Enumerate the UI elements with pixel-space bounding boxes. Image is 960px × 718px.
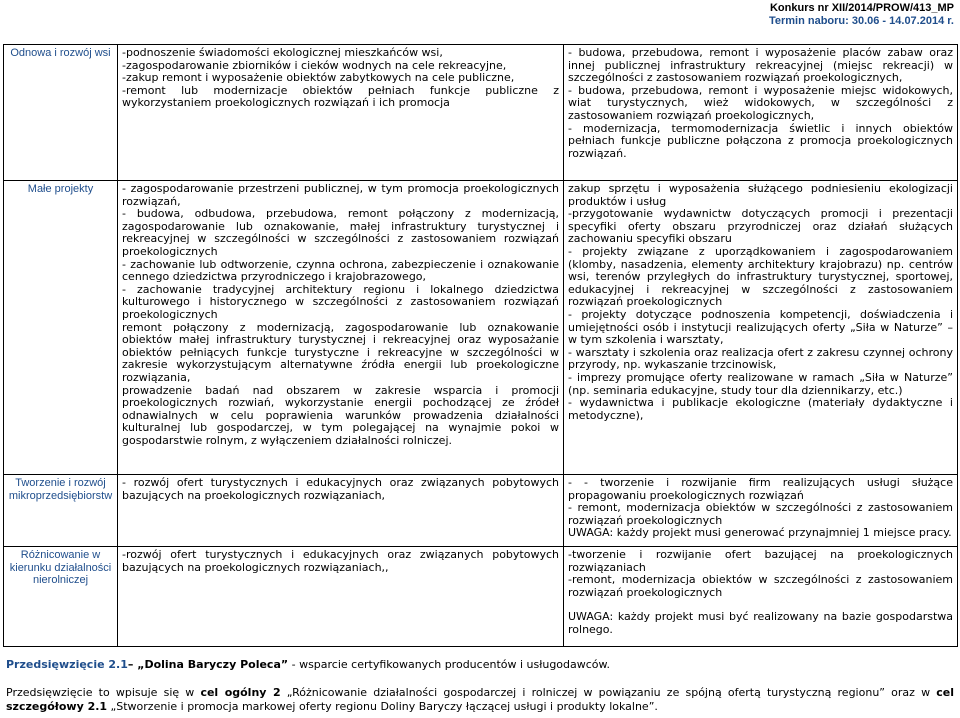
general-objective-text: „Różnicowanie działalności gospodarczej i rolniczej w powiązaniu ze spójną ofertą turystyczną regionu” oraz w xyxy=(280,686,937,699)
list-item: - warsztaty i szkolenia oraz realizacja ofert z zakresu czynnej ochrony przyrody, np. wykaszanie trzcinowisk, xyxy=(568,345,953,372)
category-cell xyxy=(4,181,118,475)
list-item: - budowa, przebudowa, remont i wyposażenie miejsc widokowych, wiat turystycznych, wież widokowych, w szczególności z zastosowaniem rozwiązań proekologicznych, xyxy=(568,83,953,122)
category-cell xyxy=(4,475,118,547)
category-label: Małe projekty xyxy=(27,183,94,195)
list-item: -tworzenie i rozwijanie ofert bazującej na proekologicznych rozwiązaniach xyxy=(568,548,953,574)
examples-cell xyxy=(564,547,958,647)
category-label: Tworzenie i rozwój mikroprzedsiębiorstw xyxy=(8,477,113,502)
application-period: Termin naboru: 30.06 - 14.07.2014 r. xyxy=(768,15,954,27)
undertaking-label: Przedsięwzięcie 2.1 xyxy=(6,658,128,671)
category-label: Odnowa i rozwój wsi xyxy=(10,47,111,59)
category-label: Różnicowanie w kierunku działalności nierolniczej xyxy=(9,549,112,587)
list-item: - projekty związane z uporządkowaniem i zagospodarowaniem (klomby, nasadzenia, elementy architektury krajobrazu) np. centrów wsi, terenów przyległych do infrastruktury turystycznej, sportowej, edukacyjnej i rekreacyjnej w szczególności z zastosowaniem rozwiązań proekologicznych xyxy=(568,244,953,309)
objective-intro: Przedsięwzięcie to wpisuje się w xyxy=(6,686,201,699)
operations-cell xyxy=(118,475,564,547)
list-item: - remont, modernizacja obiektów w szczególności z zastosowaniem rozwiązań proekologicznych xyxy=(568,501,953,527)
list-item: -podnoszenie świadomości ekologicznej mieszkańców wsi, xyxy=(122,46,443,59)
general-objective-label: cel ogólny 2 xyxy=(200,686,281,699)
list-item: -zakup remont i wyposażenie obiektów zabytkowych na cele publiczne, xyxy=(122,71,515,85)
contest-number: Konkurs nr XII/2014/PROW/413_MP xyxy=(769,2,954,14)
examples-cell xyxy=(564,181,958,475)
document-header xyxy=(769,2,954,28)
list-item: - zachowanie lub odtworzenie, czynna ochrona, zabezpieczenie i oznakowanie cennego dziedzictwa przyrodniczego i krajobrazowego, xyxy=(122,257,559,284)
list-item: - budowa, odbudowa, przebudowa, remont połączony z modernizacją, zagospodarowanie lub oznakowanie, małej infrastruktury turystycznej i rekreacyjnej w szczególności w szczególności z zastosowaniem rozwiązań proekologicznych xyxy=(122,207,559,258)
list-item: - modernizacja, termomodernizacja świetlic i innych obiektów pełniach funkcje publiczne połączona z promocja proekologicznych rozwiązań. xyxy=(568,121,953,160)
list-item: -przygotowanie wydawnictw dotyczących promocji i prezentacji specyfiki oferty obszaru przyrodniczej oraz działań służących zachowaniu specyfiki obszaru xyxy=(568,207,953,246)
category-cell xyxy=(4,547,118,647)
specific-objective-text: „Stworzenie i promocja markowej oferty regionu Doliny Baryczy łączącej usługi i produkty lokalne”. xyxy=(107,699,658,713)
examples-cell xyxy=(564,475,958,547)
list-item: - zagospodarowanie przestrzeni publicznej, w tym promocja proekologicznych rozwiązań, xyxy=(122,182,559,208)
list-item: - rozwój ofert turystycznych i edukacyjnych oraz związanych pobytowych bazujących na proekologicznych rozwiązaniach, xyxy=(122,476,559,502)
list-item: UWAGA: każdy projekt musi być realizowany na bazie gospodarstwa rolnego. xyxy=(568,610,953,636)
operations-cell xyxy=(118,547,564,647)
table-row xyxy=(4,45,958,181)
operations-cell xyxy=(118,181,564,475)
list-item: - budowa, przebudowa, remont i wyposażenie placów zabaw oraz innej publicznej infrastruktury rekreacyjnej (miejsc rekreacji) w szczególności z zastosowaniem rozwiązań proekologicznych, xyxy=(568,46,953,85)
undertaking-line xyxy=(6,658,610,672)
list-item: prowadzenie badań nad obszarem w zakresie wsparcia i promocji proekologicznych rozwiań, wykorzystanie energii pochodzącej ze źródeł odnawialnych w celu poprawienia warunków prowadzenia działalności kulturalnej lub gospodarczej, w tym polegającej na wynajmie pokoi w gospodarstwie rolnym, z wyłączeniem działalności rolniczej. xyxy=(122,383,559,447)
list-item: - imprezy promujące oferty realizowane w ramach „Siła w Naturze” (np. seminaria edukacyjne, study tour dla dziennikarzy, etc.) xyxy=(568,370,953,397)
list-item: - - tworzenie i rozwijanie firm realizujących usługi służące propagowaniu proekologicznych rozwiązań xyxy=(568,476,953,502)
operations-cell xyxy=(118,45,564,181)
list-item: - zachowanie tradycyjnej architektury regionu i lokalnego dziedzictwa kulturowego i historycznego w szczególności z zastosowaniem rozwiązań proekologicznych xyxy=(122,282,559,321)
specific-objective-label: cel szczegółowy 2.1 xyxy=(6,686,954,713)
measures-table xyxy=(3,44,958,647)
list-item: - projekty dotyczące podnoszenia kompetencji, doświadczenia i umiejętności osób i instytucji realizujących oferty „Siła w Naturze” – w tym szkolenia i warsztaty, xyxy=(568,307,953,347)
table-row xyxy=(4,547,958,647)
undertaking-description: - wsparcie certyfikowanych producentów i usługodawców. xyxy=(288,658,611,671)
undertaking-title: „Dolina Baryczy Poleca” xyxy=(137,658,289,671)
category-cell xyxy=(4,45,118,181)
table-row xyxy=(4,475,958,547)
list-item: remont połączony z modernizacją, zagospodarowanie lub oznakowanie obiektów małej infrastruktury turystycznej i rekreacyjnej oraz wyposażanie obiektów pełniących funkcje turystyczne i rekreacyjne w szczególności w zakresie wykorzystującym alternatywne źródła energii lub proekologiczne rozwiązania, xyxy=(122,320,559,384)
undertaking-dash: – xyxy=(127,658,138,671)
table-row xyxy=(4,181,958,475)
list-item: UWAGA: każdy projekt musi generować przynajmniej 1 miejsce pracy. xyxy=(568,526,952,540)
list-item: - wydawnictwa i publikacje ekologiczne (materiały dydaktyczne i metodyczne), xyxy=(568,396,953,422)
objective-paragraph xyxy=(6,686,954,713)
examples-cell xyxy=(564,45,958,181)
list-item: -remont lub modernizacje obiektów pełniach funkcje publiczne z wykorzystaniem proekologicznych rozwiązań i ich promocja xyxy=(122,83,559,110)
list-item: zakup sprzętu i wyposażenia służącego podniesieniu ekologizacji produktów i usług xyxy=(568,182,953,208)
list-item: -zagospodarowanie zbiorników i cieków wodnych na cele rekreacyjne, xyxy=(122,58,507,72)
list-item: -remont, modernizacja obiektów w szczególności z zastosowaniem rozwiązań proekologicznych xyxy=(568,573,953,599)
list-item: -rozwój ofert turystycznych i edukacyjnych oraz związanych pobytowych bazujących na proekologicznych rozwiązaniach,, xyxy=(122,548,559,574)
